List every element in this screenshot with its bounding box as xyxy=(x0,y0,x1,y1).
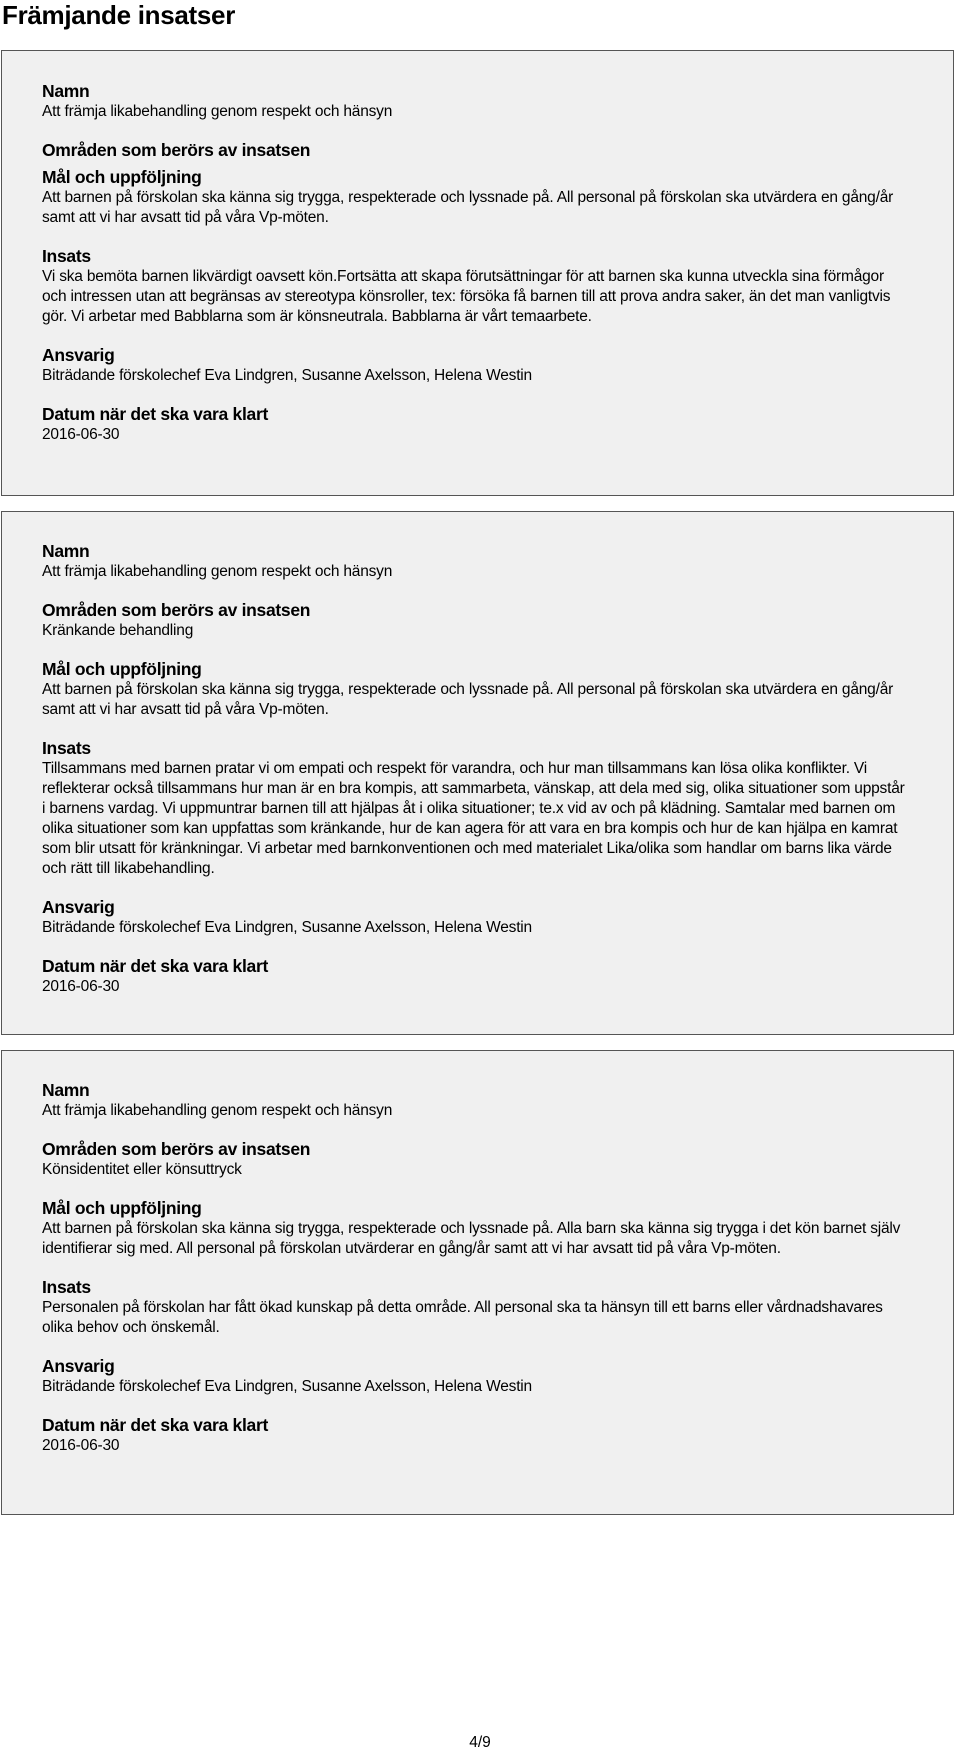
goal-field xyxy=(42,1197,905,1259)
name-label: Namn xyxy=(42,81,90,101)
action-value: Personalen på förskolan har fått ökad kunskap på detta område. All personal ska ta hänsyn till ett barns eller vårdnadshavares olika behov och önskemål. xyxy=(42,1299,883,1336)
deadline-label: Datum när det ska vara klart xyxy=(42,1415,269,1435)
goal-field xyxy=(42,166,905,228)
page-number: 4/9 xyxy=(469,1734,491,1751)
area-value: Kränkande behandling xyxy=(42,622,194,639)
goal-value: Att barnen på förskolan ska känna sig trygga, respekterade och lyssnade på. Alla barn ska känna sig trygga i det kön barnet själv identifierar sig med. All personal på förskolan utvärderar en gång/år samt att vi har avsatt tid på våra Vp-möten. xyxy=(42,1220,901,1257)
responsible-field xyxy=(42,344,905,386)
measure-card-body xyxy=(42,540,905,997)
goal-value: Att barnen på förskolan ska känna sig trygga, respekterade och lyssnade på. All personal på förskolan ska utvärdera en gång/år samt att vi har avsatt tid på våra Vp-möten. xyxy=(42,189,894,226)
area-field xyxy=(42,599,905,641)
name-value: Att främja likabehandling genom respekt och hänsyn xyxy=(42,1102,393,1119)
responsible-value: Biträdande förskolechef Eva Lindgren, Susanne Axelsson, Helena Westin xyxy=(42,1378,532,1395)
area-value: Könsidentitet eller könsuttryck xyxy=(42,1161,242,1178)
action-field xyxy=(42,245,905,327)
name-label: Namn xyxy=(42,1080,90,1100)
area-field xyxy=(42,139,905,161)
goal-label: Mål och uppföljning xyxy=(42,1198,202,1218)
action-field xyxy=(42,737,905,879)
responsible-value: Biträdande förskolechef Eva Lindgren, Susanne Axelsson, Helena Westin xyxy=(42,919,532,936)
action-value: Tillsammans med barnen pratar vi om empati och respekt för varandra, och hur man tillsammans kan lösa olika konflikter. Vi reflekterar också tillsammans hur man är en bra kompis, att sammarbeta, vänskap, att dela med sig, olika situationer som uppstår i barnens vardag. Vi uppmuntrar barnen till att hjälpas åt i olika situationer; te.x vid av och på klädning. Samtalar med barnen om olika situationer som kan uppfattas som kränkande, hur de kan agera för att vara en bra kompis och hur de kan hjälpa en kamrat som blir utsatt för kränkningar. Vi arbetar med barnkonventionen och med materialet Lika/olika som handlar om barns lika värde och rätt till likabehandling. xyxy=(42,760,905,877)
area-field xyxy=(42,1138,905,1180)
action-field xyxy=(42,1276,905,1338)
name-field xyxy=(42,1079,905,1121)
goal-label: Mål och uppföljning xyxy=(42,167,202,187)
deadline-field xyxy=(42,955,905,997)
deadline-value: 2016-06-30 xyxy=(42,1437,120,1454)
responsible-field xyxy=(42,1355,905,1397)
responsible-label: Ansvarig xyxy=(42,897,115,917)
measure-card-body xyxy=(42,1079,905,1456)
name-value: Att främja likabehandling genom respekt och hänsyn xyxy=(42,103,393,120)
action-label: Insats xyxy=(42,246,91,266)
deadline-label: Datum när det ska vara klart xyxy=(42,956,269,976)
area-label: Områden som berörs av insatsen xyxy=(42,1139,311,1159)
deadline-field xyxy=(42,403,905,445)
area-label: Områden som berörs av insatsen xyxy=(42,140,311,160)
measure-card xyxy=(1,511,954,1035)
deadline-label: Datum när det ska vara klart xyxy=(42,404,269,424)
goal-field xyxy=(42,658,905,720)
measure-card-body xyxy=(42,80,905,445)
goal-value: Att barnen på förskolan ska känna sig trygga, respekterade och lyssnade på. All personal på förskolan ska utvärdera en gång/år samt att vi har avsatt tid på våra Vp-möten. xyxy=(42,681,894,718)
deadline-value: 2016-06-30 xyxy=(42,426,120,443)
name-field xyxy=(42,80,905,122)
page-title: Främjande insatser xyxy=(2,0,236,30)
goal-label: Mål och uppföljning xyxy=(42,659,202,679)
action-label: Insats xyxy=(42,738,91,758)
action-value: Vi ska bemöta barnen likvärdigt oavsett kön.Fortsätta att skapa förutsättningar för att barnen ska kunna utveckla sina förmågor och intressen utan att begränsas av stereotypa könsroller, tex: försöka få barnen till att prova andra saker, än det man vanligtvis gör. Vi arbetar med Babblarna som är könsneutrala. Babblarna är vårt temaarbete. xyxy=(42,268,891,325)
responsible-field xyxy=(42,896,905,938)
name-value: Att främja likabehandling genom respekt och hänsyn xyxy=(42,563,393,580)
action-label: Insats xyxy=(42,1277,91,1297)
measure-card xyxy=(1,50,954,496)
area-label: Områden som berörs av insatsen xyxy=(42,600,311,620)
deadline-value: 2016-06-30 xyxy=(42,978,120,995)
responsible-label: Ansvarig xyxy=(42,1356,115,1376)
responsible-label: Ansvarig xyxy=(42,345,115,365)
responsible-value: Biträdande förskolechef Eva Lindgren, Susanne Axelsson, Helena Westin xyxy=(42,367,532,384)
measure-card xyxy=(1,1050,954,1515)
name-label: Namn xyxy=(42,541,90,561)
deadline-field xyxy=(42,1414,905,1456)
name-field xyxy=(42,540,905,582)
